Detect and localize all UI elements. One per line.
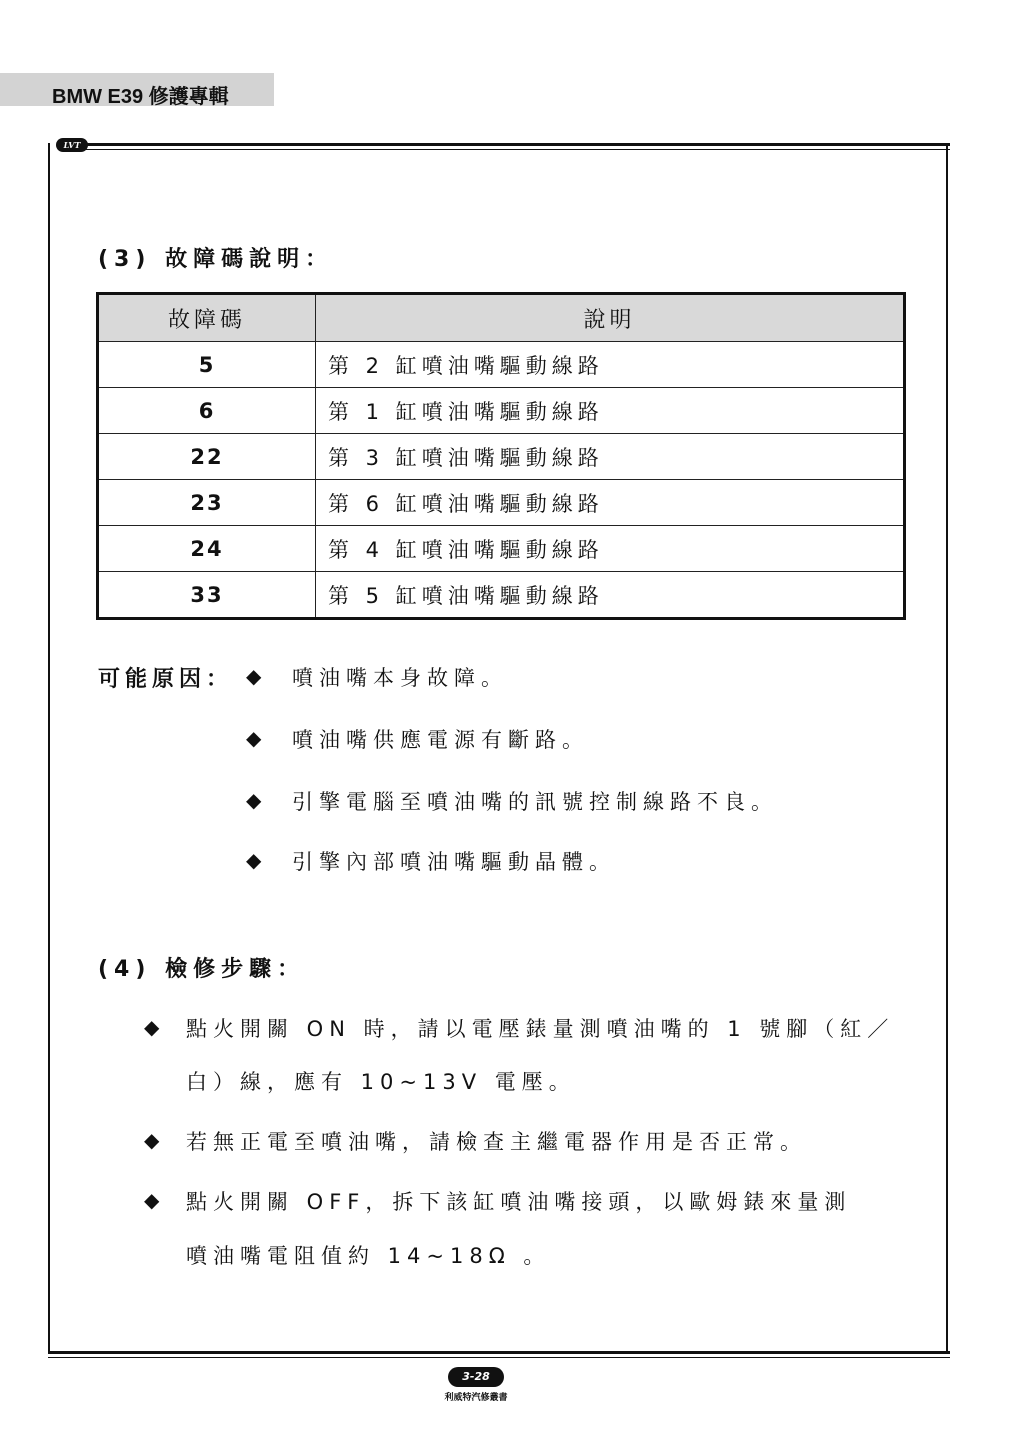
step-3-line-2: 噴油嘴電阻值約 14~18Ω 。 <box>186 1244 551 1268</box>
fault-code-cell: 6 <box>98 388 316 434</box>
table-row <box>98 434 905 480</box>
fault-code-cell: 22 <box>98 434 316 480</box>
top-rule-thin <box>84 149 950 150</box>
publisher-logo: LVT <box>56 138 88 152</box>
table-row <box>98 526 905 572</box>
step-1-line-1: 點火開關 ON 時，請以電壓錶量測噴油嘴的 1 號腳（紅／ <box>186 1017 895 1041</box>
diamond-bullet-icon: ◆ <box>246 788 262 812</box>
section-3-heading: (3) 故障碼說明： <box>98 247 334 272</box>
cause-item: 噴油嘴供應電源有斷路。 <box>292 728 589 752</box>
table-row <box>98 388 905 434</box>
description-cell: 第 6 缸噴油嘴驅動線路 <box>316 480 905 526</box>
description-cell: 第 5 缸噴油嘴驅動線路 <box>316 572 905 619</box>
bottom-rule-thin <box>48 1357 950 1358</box>
description-cell: 第 3 缸噴油嘴驅動線路 <box>316 434 905 480</box>
bottom-rule <box>48 1351 950 1354</box>
fault-code-cell: 5 <box>98 342 316 388</box>
cause-item: 噴油嘴本身故障。 <box>292 666 508 690</box>
step-2-line-1: 若無正電至噴油嘴，請檢查主繼電器作用是否正常。 <box>186 1130 807 1154</box>
diamond-bullet-icon: ◆ <box>246 848 262 872</box>
diamond-bullet-icon: ◆ <box>246 664 262 688</box>
top-rule <box>84 143 950 146</box>
table-header-row <box>98 294 905 342</box>
fault-code-cell: 24 <box>98 526 316 572</box>
fault-code-cell: 23 <box>98 480 316 526</box>
cause-item: 引擎電腦至噴油嘴的訊號控制線路不良。 <box>292 790 778 814</box>
fault-code-table <box>96 292 906 620</box>
fault-code-cell: 33 <box>98 572 316 619</box>
diamond-bullet-icon: ◆ <box>144 1015 160 1039</box>
column-header-description: 說明 <box>316 294 905 342</box>
publisher-caption: 利威特汽修叢書 <box>444 1393 508 1403</box>
diamond-bullet-icon: ◆ <box>144 1188 160 1212</box>
book-title: BMW E39 修護專輯 <box>52 86 229 108</box>
table-row <box>98 342 905 388</box>
column-header-code: 故障碼 <box>98 294 316 342</box>
step-1-line-2: 白）線，應有 10~13V 電壓。 <box>186 1070 576 1094</box>
table-row <box>98 572 905 619</box>
diamond-bullet-icon: ◆ <box>144 1128 160 1152</box>
page-number-badge: 3-28 <box>448 1367 504 1387</box>
description-cell: 第 2 缸噴油嘴驅動線路 <box>316 342 905 388</box>
possible-causes-label: 可能原因： <box>98 667 234 692</box>
table-row <box>98 480 905 526</box>
cause-item: 引擎內部噴油嘴驅動晶體。 <box>292 850 616 874</box>
diamond-bullet-icon: ◆ <box>246 726 262 750</box>
description-cell: 第 4 缸噴油嘴驅動線路 <box>316 526 905 572</box>
section-4-heading: (4) 檢修步驟： <box>98 957 306 982</box>
step-3-line-1: 點火開關 OFF，拆下該缸噴油嘴接頭，以歐姆錶來量測 <box>186 1190 852 1214</box>
description-cell: 第 1 缸噴油嘴驅動線路 <box>316 388 905 434</box>
